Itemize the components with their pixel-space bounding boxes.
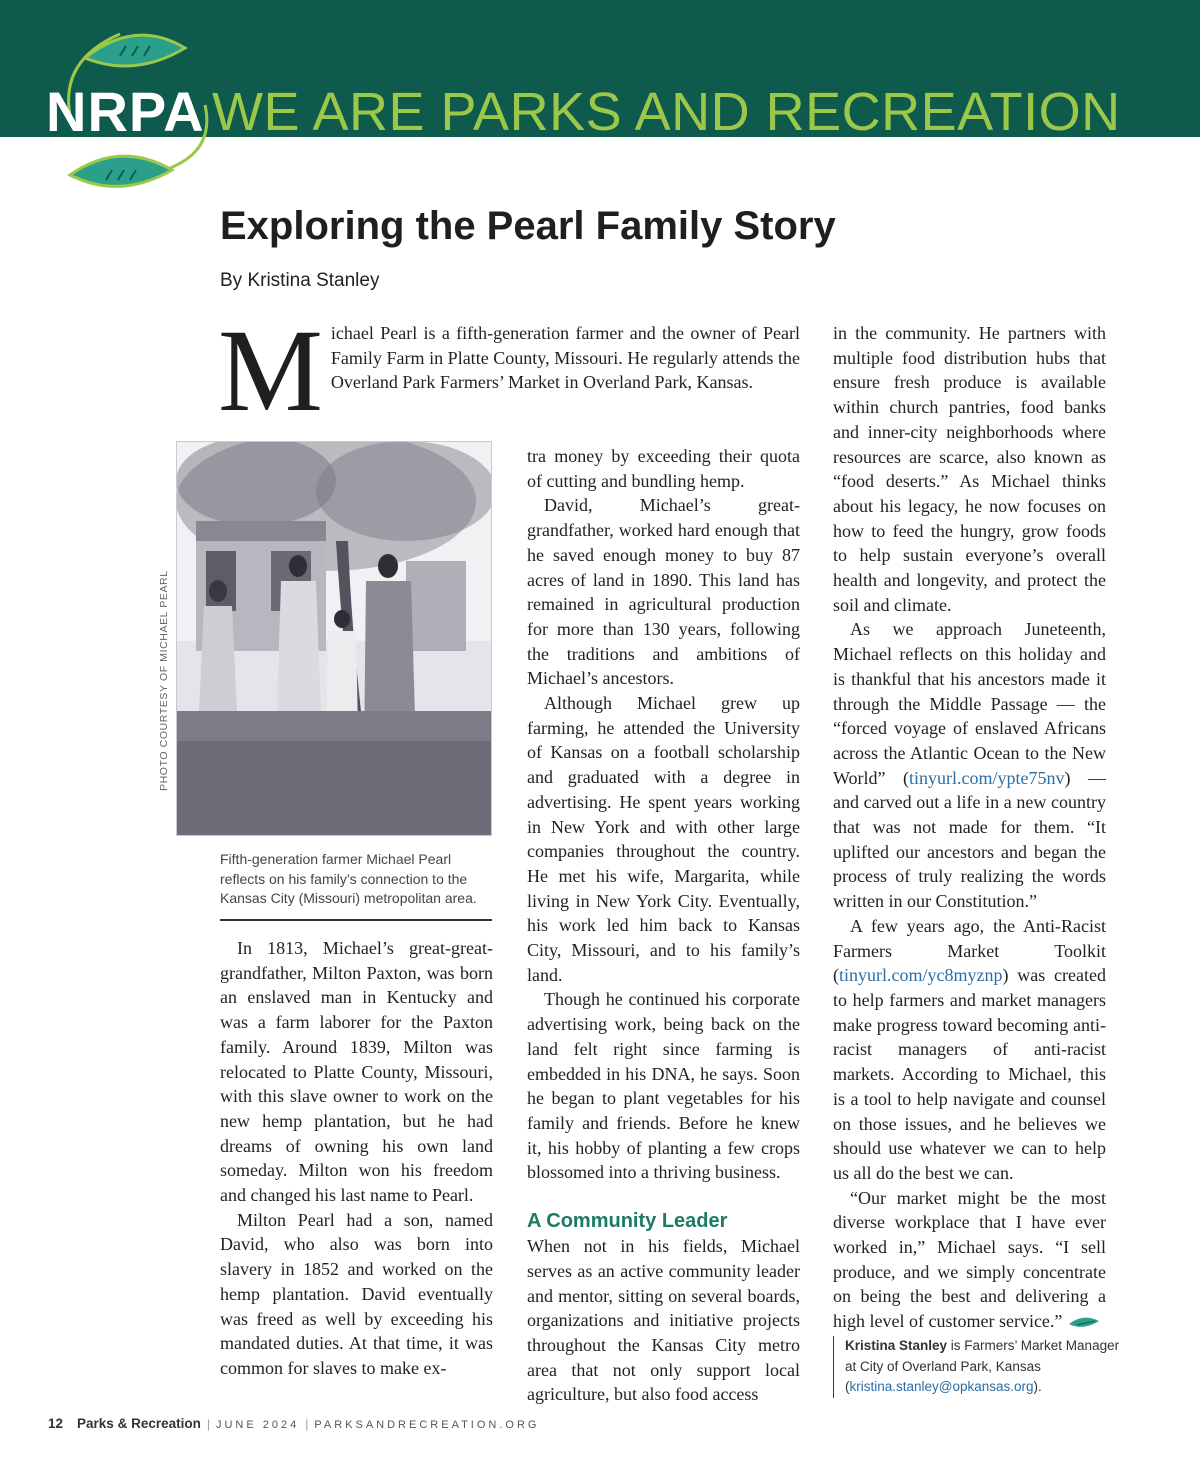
website-url[interactable]: PARKSANDRECREATION.ORG: [314, 1419, 540, 1431]
paragraph: tra money by exceeding their quota of cutting and bundling hemp.: [527, 446, 800, 491]
drop-cap: M: [218, 305, 323, 436]
paragraph: [833, 914, 1106, 1186]
text-run: ) — and carved out a life in a new country that was not made for them. “It uplifted our ancestors and began the process of truly realizing the words written in our Constitution.”: [833, 767, 1107, 912]
paragraph: [833, 617, 1106, 913]
text-run: A few years ago, the Anti-Racist Farmers Market Toolkit (: [833, 915, 1106, 986]
page-footer: [48, 1416, 539, 1431]
photo-credit: PHOTO COURTESY OF MICHAEL PEARL: [158, 570, 170, 791]
author-bio: [833, 1336, 1130, 1398]
footer-separator: |: [305, 1417, 309, 1431]
intro-text: ichael Pearl is a fifth-generation farmer and the owner of Pearl Family Farm in Platte County, Missouri. He regularly attends the Overland Park Farmers’ Market in Overland Park, Kansas.: [330, 323, 800, 393]
paragraph: In 1813, Michael’s great-great-grandfather, Milton Paxton, was born an enslaved man in Kentucky and was a farm laborer for the Paxton family. Around 1839, Milton was relocated to Platte County, Missouri, with this slave owner to work on the new hemp plantation, but he had dreams of owning his own land someday. Milton won his freedom and changed his last name to Pearl.: [220, 938, 493, 1206]
header-tagline: WE ARE PARKS AND RECREATION: [212, 82, 1121, 142]
byline: By Kristina Stanley: [220, 270, 380, 291]
column-3: [833, 321, 1106, 1334]
paragraph: Although Michael grew up farming, he attended the University of Kansas on a football scholarship and graduated with a degree in advertising. He spent years working in New York and with other large companies throughout the country. He met his wife, Margarita, while living in New York City. Eventually, his work led him back to Kansas City, Missouri, and to his family’s land.: [527, 693, 800, 985]
bio-text: is Farmers’ Market Manager at City of Overland Park, Kansas (: [845, 1338, 1120, 1394]
juneteenth-link[interactable]: tinyurl.com/ypte75nv: [909, 767, 1065, 788]
caption-divider: [220, 919, 492, 921]
column-2: [527, 444, 800, 1407]
magazine-name: Parks & Recreation: [77, 1416, 201, 1431]
paragraph: When not in his fields, Michael serves as an active community leader and mentor, sitting on several boards, organizations and initiative projects throughout the Kansas City metro area that not only support local agriculture, but also food access: [527, 1236, 800, 1405]
section-subhead: A Community Leader: [527, 1210, 728, 1233]
photo-caption: Fifth-generation farmer Michael Pearl reflects on his family’s connection to the Kansas City (Missouri) metropolitan area.: [220, 851, 477, 906]
end-leaf-icon: [1067, 1315, 1101, 1331]
toolkit-link[interactable]: tinyurl.com/yc8myznp: [839, 965, 1003, 986]
text-run: ) was created to help farmers and market managers make progress toward becoming anti-racist managers of anti-racist markets. According to Michael, this is a tool to help navigate and counsel on those issues, and he believes we should use whatever we can to help us all do the best we can.: [833, 965, 1106, 1183]
paragraph: Milton Pearl had a son, named David, who also was born into slavery in 1852 and worked on the hemp plantation. David eventually was freed as well by exceeding his mandated duties. At that time, it was common for slaves to make ex-: [220, 1209, 493, 1378]
family-photo: [176, 441, 492, 836]
article-title: Exploring the Pearl Family Story: [220, 204, 836, 248]
brand-wordmark: NRPA: [46, 80, 205, 143]
text-run: “Our market might be the most diverse workplace that I have ever worked in,” Michael says. “I sell produce, and we simply concentrate on being the best and delivering a high level of customer service.”: [833, 1187, 1106, 1332]
footer-separator: |: [206, 1417, 210, 1431]
family-photo-illustration: [176, 441, 492, 836]
paragraph: Though he continued his corporate advertising work, being back on the land felt right since farming is embedded in his DNA, he says. Soon he began to plant vegetables for his family and friends. Before he knew it, his hobby of planting a few crops blossomed into a thriving business.: [527, 989, 800, 1183]
text-run: As we approach Juneteenth, Michael reflects on this holiday and is thankful that his ancestors made it through the Middle Passage — the “forced voyage of enslaved Africans across the Atlantic Ocean to the New World” (: [833, 619, 1106, 788]
author-email-link[interactable]: kristina.stanley@opkansas.org: [849, 1379, 1034, 1394]
paragraph: in the community. He partners with multiple food distribution hubs that ensure fresh produce is available within church pantries, food banks and inner-city neighborhoods where resources are scarce, also known as “food deserts.” As Michael thinks about his legacy, he now focuses on how to feed the hungry, grow foods to help sustain everyone’s overall health and longevity, and protect the soil and climate.: [833, 323, 1106, 615]
page-number: 12: [48, 1416, 64, 1431]
column-1: [220, 936, 493, 1381]
paragraph: [833, 1186, 1106, 1334]
bio-end: ).: [1033, 1379, 1042, 1394]
paragraph: David, Michael’s great-grandfather, worked hard enough that he saved enough money to buy 87 acres of land in 1890. This land has remained in agricultural production for more than 130 years, following the traditions and ambitions of Michael’s ancestors.: [527, 495, 800, 689]
author-name: Kristina Stanley: [845, 1338, 948, 1353]
intro-paragraph: [218, 305, 800, 436]
issue-date: JUNE 2024: [215, 1419, 300, 1431]
